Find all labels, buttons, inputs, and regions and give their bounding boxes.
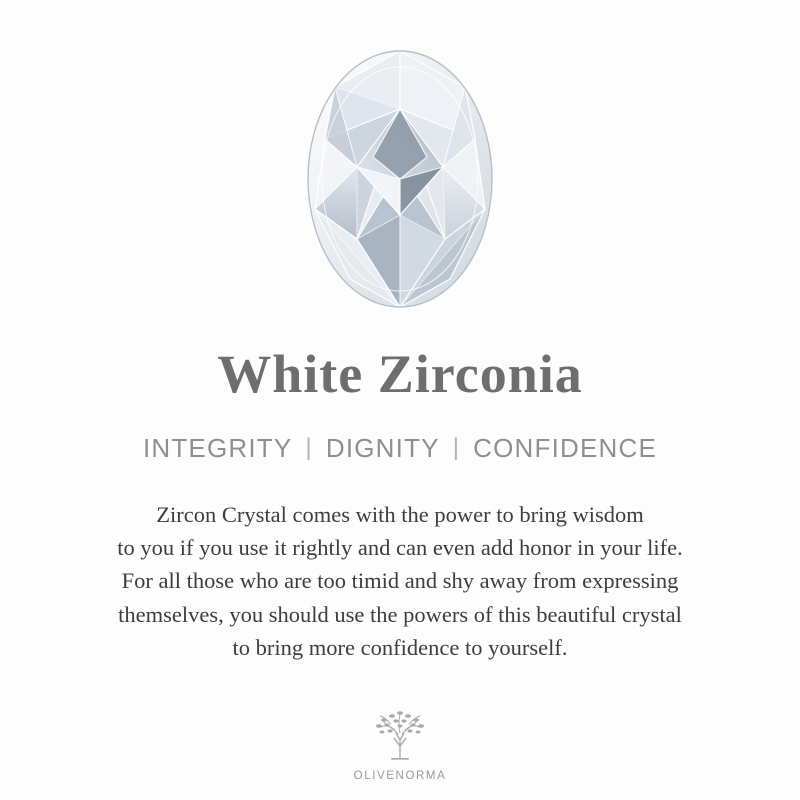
oval-cut-white-zirconia-gemstone-icon	[295, 39, 505, 319]
keyword-integrity: INTEGRITY	[142, 432, 293, 463]
description-line-1: Zircon Crystal comes with the power to bring wisdom	[156, 501, 644, 527]
description-line-2: to you if you use it rightly and can even add honor in your life.	[117, 534, 683, 560]
description-line-5: to bring more confidence to yourself.	[232, 634, 568, 660]
keyword-dignity: DIGNITY	[325, 432, 440, 463]
brand-logo	[0, 706, 800, 782]
keyword-confidence: CONFIDENCE	[473, 432, 658, 463]
page-title: White Zirconia	[217, 344, 583, 404]
description-text	[35, 498, 765, 664]
brand-name: OLIVENORMA	[353, 770, 447, 782]
keyword-separator-1: |	[305, 434, 313, 462]
olive-tree-icon	[365, 706, 435, 768]
keyword-list	[143, 433, 657, 464]
gemstone-image	[285, 34, 515, 324]
description-line-3: For all those who are too timid and shy away from expressing	[121, 568, 679, 594]
keyword-separator-2: |	[452, 434, 461, 462]
description-line-4: themselves, you should use the powers of this beautiful crystal	[118, 601, 682, 627]
